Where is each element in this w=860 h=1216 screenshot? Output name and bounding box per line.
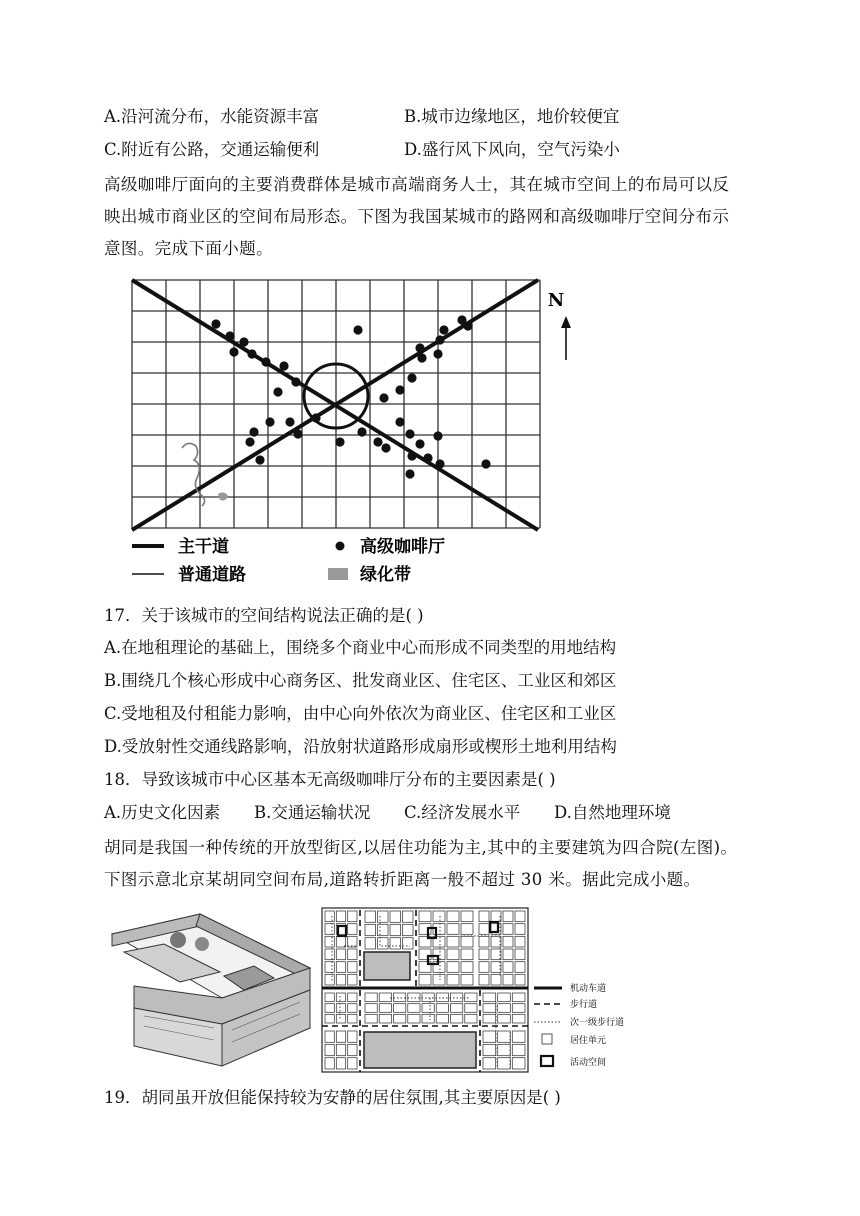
cafe-dot	[293, 429, 302, 438]
q18-option-d: D.自然地理环境	[554, 803, 671, 822]
north-label: N	[547, 290, 565, 311]
legend-secondary-walkway-label: 次一级步行道	[570, 1018, 625, 1028]
passage-coffee	[104, 169, 754, 265]
cafe-dot	[415, 439, 424, 448]
q16-option-c: C.附近有公路，交通运输便利	[104, 140, 320, 159]
cafe-dot	[435, 335, 444, 344]
q18-option-c: C.经济发展水平	[404, 803, 521, 822]
north-arrow-head	[561, 316, 571, 328]
cafe-dot	[255, 455, 264, 464]
q19-stem: 19．胡同虽开放但能保持较为安静的居住氛围,其主要原因是( )	[104, 1088, 561, 1107]
cafe-dot	[229, 347, 238, 356]
q17-stem: 17．关于该城市的空间结构说法正确的是( )	[104, 606, 424, 625]
public-space-north	[364, 952, 410, 980]
legend-residential-unit-symbol	[542, 1034, 552, 1044]
q17-option-b: B.围绕几个核心形成中心商务区、批发商业区、住宅区、工业区和郊区	[104, 671, 617, 690]
cafe-dot	[245, 437, 254, 446]
green-belt-patch	[218, 492, 228, 500]
passage-coffee-line-3: 意图。完成下面小题。	[104, 239, 273, 258]
cafe-dot	[285, 417, 294, 426]
cafe-dot	[279, 361, 288, 370]
legend-cafe-symbol	[336, 542, 345, 551]
cafe-dot	[273, 387, 282, 396]
passage-hutong-line-2: 下图示意北京某胡同空间布局,道路转折距离一般不超过 30 米。据此完成小题。	[104, 870, 701, 889]
legend-green-belt-label: 绿化带	[360, 565, 411, 585]
cafe-dot	[433, 349, 442, 358]
north-arrow	[548, 290, 571, 360]
q16-option-d: D.盛行风下风向，空气污染小	[404, 140, 620, 159]
cafe-dot	[311, 413, 320, 422]
cafe-dot	[381, 443, 390, 452]
legend-walkway-label: 步行道	[570, 1000, 598, 1010]
q18-option-b: B.交通运输状况	[254, 803, 371, 822]
passage-hutong	[104, 832, 764, 896]
cafe-dot	[463, 321, 472, 330]
cafe-dot	[405, 429, 414, 438]
legend-normal-road-label: 普通道路	[178, 565, 246, 585]
passage-coffee-line-2: 映出城市商业区的空间布局形态。下图为我国某城市的路网和高级咖啡厅空间分布示	[104, 207, 730, 226]
tree-2	[195, 937, 209, 951]
q18-stem: 18．导致该城市中心区基本无高级咖啡厅分布的主要因素是( )	[104, 770, 556, 789]
cafe-dot	[435, 459, 444, 468]
cafe-dot	[353, 325, 362, 334]
q16-option-b: B.城市边缘地区，地价较便宜	[404, 107, 620, 126]
cafe-dot	[379, 393, 388, 402]
legend-activity-space-label: 活动空间	[570, 1058, 607, 1068]
q17-option-c: C.受地租及付租能力影响，由中心向外依次为商业区、住宅区和工业区	[104, 704, 617, 723]
cafe-dot	[405, 469, 414, 478]
legend-residential-unit-label: 居住单元	[570, 1036, 607, 1046]
legend-green-belt-symbol	[328, 568, 348, 580]
q16-option-a: A.沿河流分布，水能资源丰富	[104, 107, 320, 126]
legend-activity-space-symbol	[541, 1056, 553, 1066]
public-space-south	[364, 1032, 476, 1068]
q18-option-a: A.历史文化因素	[104, 803, 221, 822]
cafe-dot	[395, 385, 404, 394]
passage-coffee-line-1: 高级咖啡厅面向的主要消费群体是城市高端商务人士，其在城市空间上的布局可以反	[104, 175, 730, 194]
cafe-dot	[225, 331, 234, 340]
siheyuan-illustration	[104, 906, 318, 1076]
q17-option-a: A.在地租理论的基础上，围绕多个商业中心而形成不同类型的用地结构	[104, 638, 617, 657]
cafe-dot	[247, 349, 256, 358]
cafe-dot	[395, 417, 404, 426]
main-roads	[132, 280, 538, 530]
cafe-dot	[265, 417, 274, 426]
cafe-dot	[439, 325, 448, 334]
cafe-dot	[261, 357, 270, 366]
q17-option-d: D.受放射性交通线路影响，沿放射状道路形成扇形或楔形土地利用结构	[104, 737, 617, 756]
hutong-layout-map	[320, 906, 650, 1076]
map1-legend	[132, 536, 445, 585]
cafe-dot	[423, 453, 432, 462]
cafe-dot	[415, 343, 424, 352]
cafe-dot	[417, 353, 426, 362]
legend-cafe-label: 高级咖啡厅	[360, 537, 445, 557]
cafe-dot	[291, 377, 300, 386]
cafe-dot	[249, 427, 258, 436]
cafe-dot	[373, 437, 382, 446]
city-road-map	[120, 272, 610, 594]
cafe-dot	[211, 319, 220, 328]
cafe-dot	[481, 459, 490, 468]
cafe-dot	[335, 437, 344, 446]
cafe-dot	[357, 427, 366, 436]
cafe-dot	[239, 337, 248, 346]
tree-1	[170, 932, 186, 948]
cafe-dot	[433, 431, 442, 440]
legend-motor-road-label: 机动车道	[570, 984, 607, 994]
map2-legend	[534, 982, 624, 1068]
passage-hutong-line-1: 胡同是我国一种传统的开放型街区,以居住功能为主,其中的主要建筑为四合院(左图)。	[104, 838, 738, 857]
cafe-dot	[407, 451, 416, 460]
legend-main-road-label: 主干道	[178, 537, 229, 557]
cafe-dot	[407, 373, 416, 382]
